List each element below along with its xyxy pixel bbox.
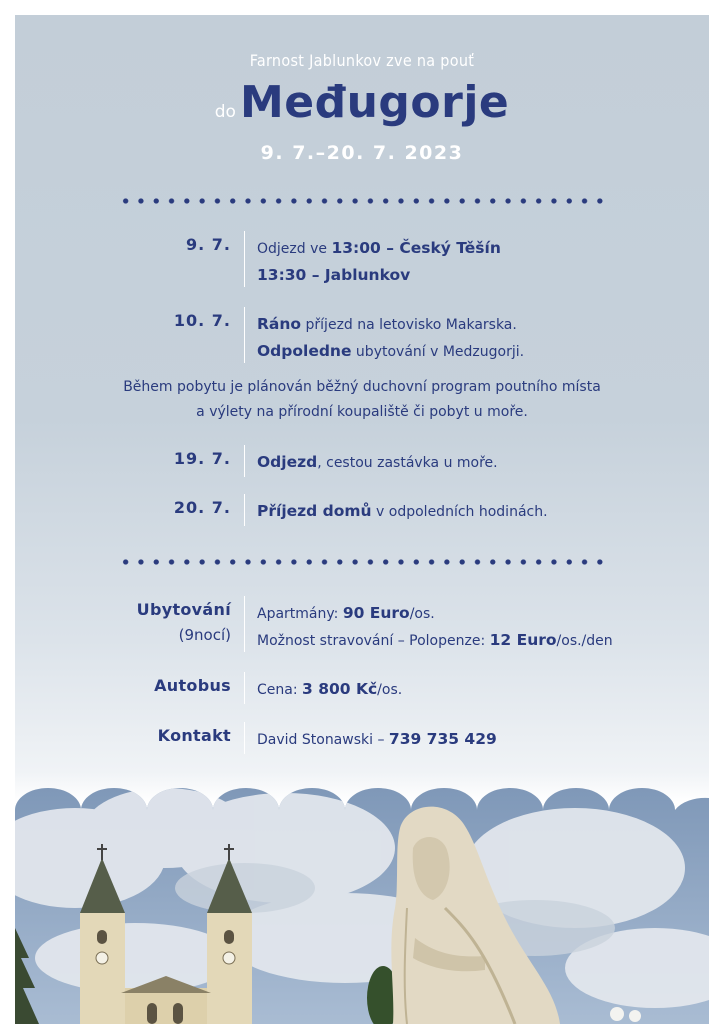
phone-number: 739 735 429 <box>388 730 497 748</box>
schedule-date: 19. 7. <box>173 449 231 468</box>
schedule-text-pre: Odjezd ve <box>257 241 332 257</box>
meal-price: 12 Euro <box>489 631 557 649</box>
title-prefix: do <box>214 102 236 122</box>
info-text-pre: Apartmány: <box>257 606 343 622</box>
info-text-post: /os. <box>409 606 435 622</box>
info-text <box>257 676 402 703</box>
info-text-pre: David Stonawski – <box>257 732 389 748</box>
schedule-bold: Odjezd <box>257 453 318 471</box>
info-label: Kontakt <box>157 726 231 745</box>
vertical-divider <box>244 672 245 704</box>
vertical-divider <box>244 596 245 652</box>
info-text-post: /os. <box>377 682 403 698</box>
schedule-date: 9. 7. <box>186 235 231 254</box>
schedule-rest: , cestou zastávka u moře. <box>317 455 498 471</box>
schedule-text <box>257 235 501 289</box>
bus-price: 3 800 Kč <box>302 680 378 698</box>
vertical-divider <box>244 494 245 526</box>
info-label: Autobus <box>154 676 231 695</box>
dotted-divider-top <box>118 198 608 204</box>
info-sublabel: (9nocí) <box>178 626 231 644</box>
info-text-pre: Možnost stravování – Polopenze: <box>257 633 490 649</box>
vertical-divider <box>244 445 245 477</box>
schedule-text <box>257 311 524 365</box>
info-text-pre: Cena: <box>257 682 303 698</box>
info-text <box>257 726 497 753</box>
medjugorje-photo <box>15 788 709 1024</box>
page-title: Međugorje <box>239 77 510 128</box>
schedule-rest: ubytování v Medzugorji. <box>351 344 525 360</box>
title-row <box>15 77 709 128</box>
schedule-text <box>257 498 548 525</box>
schedule-time-2: 13:30 – Jablunkov <box>257 266 411 284</box>
schedule-rest: příjezd na letovisko Makarska. <box>301 317 517 333</box>
dotted-divider-bottom <box>118 559 608 565</box>
schedule-bold: Ráno <box>257 315 302 333</box>
info-text <box>257 600 613 654</box>
program-line-2: a výlety na přírodní koupaliště či pobyt u moře. <box>196 404 528 420</box>
vertical-divider <box>244 307 245 363</box>
schedule-date: 20. 7. <box>173 498 231 517</box>
invite-line: Farnost Jablunkov zve na pouť <box>249 51 475 70</box>
vertical-divider <box>244 722 245 754</box>
schedule-text <box>257 449 498 476</box>
program-line-1: Během pobytu je plánován běžný duchovní program poutního místa <box>123 379 601 395</box>
program-paragraph <box>15 375 709 425</box>
lodging-price: 90 Euro <box>342 604 410 622</box>
schedule-bold: Příjezd domů <box>257 502 372 520</box>
vertical-divider <box>244 231 245 287</box>
schedule-rest: v odpoledních hodinách. <box>371 504 548 520</box>
poster <box>15 15 709 1024</box>
info-label: Ubytování <box>136 600 231 619</box>
info-text-post: /os./den <box>556 633 613 649</box>
pilgrimage-dates: 9. 7.–20. 7. 2023 <box>260 142 464 164</box>
schedule-time-1: 13:00 – Český Těšín <box>331 239 501 257</box>
schedule-bold: Odpoledne <box>257 342 352 360</box>
schedule-date: 10. 7. <box>173 311 231 330</box>
